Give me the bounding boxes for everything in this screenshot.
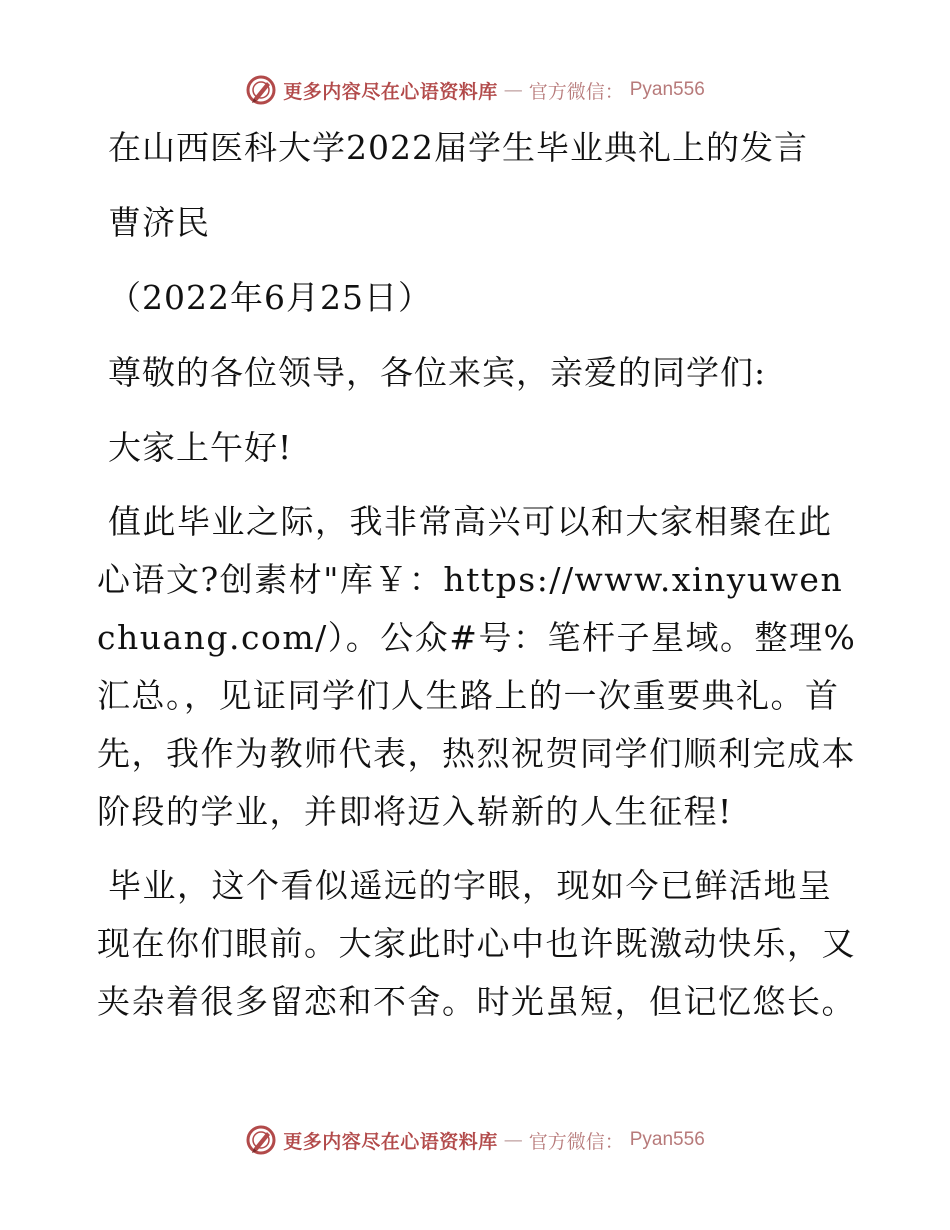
document-author: 曹济民 xyxy=(108,203,210,242)
watermark-separator: — xyxy=(503,79,523,101)
document-greeting: 大家上午好! xyxy=(108,428,293,467)
watermark-text: 更多内容尽在心语资料库 xyxy=(283,80,498,103)
pen-logo-icon xyxy=(245,1124,277,1156)
document-title: 在山西医科大学2022届学生毕业典礼上的发言 xyxy=(108,128,808,167)
watermark-text: 更多内容尽在心语资料库 xyxy=(283,1130,498,1153)
watermark-wechat-id: Pyan556 xyxy=(629,1129,705,1150)
paragraph: 值此毕业之际，我非常高兴可以和大家相聚在此心语文?创素材"库￥：https://www.xinyuwenchuang.com/）。公众#号：笔杆子星域。整理%汇总。，见证同学们人生路上的一次重要典礼。首先，我作为教师代表，热烈祝贺同学们顺利完成本阶段的学业，并即将迈入崭新的人生征程! xyxy=(97,502,857,831)
watermark-separator: — xyxy=(503,1129,523,1151)
document-salutation: 尊敬的各位领导，各位来宾，亲爱的同学们: xyxy=(108,353,767,392)
watermark-wechat-label: 官方微信： xyxy=(528,80,624,103)
document-body xyxy=(97,118,857,1047)
pen-logo-icon xyxy=(245,74,277,106)
watermark-wechat-label: 官方微信： xyxy=(528,1130,624,1153)
paragraph: 毕业，这个看似遥远的字眼，现如今已鲜活地呈现在你们眼前。大家此时心中也许既激动快乐，又夹杂着很多留恋和不舍。时光虽短，但记忆悠长。 xyxy=(97,866,856,1021)
document-date: （2022年6月25日） xyxy=(108,278,432,317)
header-watermark xyxy=(0,70,950,110)
watermark-wechat-id: Pyan556 xyxy=(629,79,705,100)
footer-watermark xyxy=(0,1120,950,1160)
